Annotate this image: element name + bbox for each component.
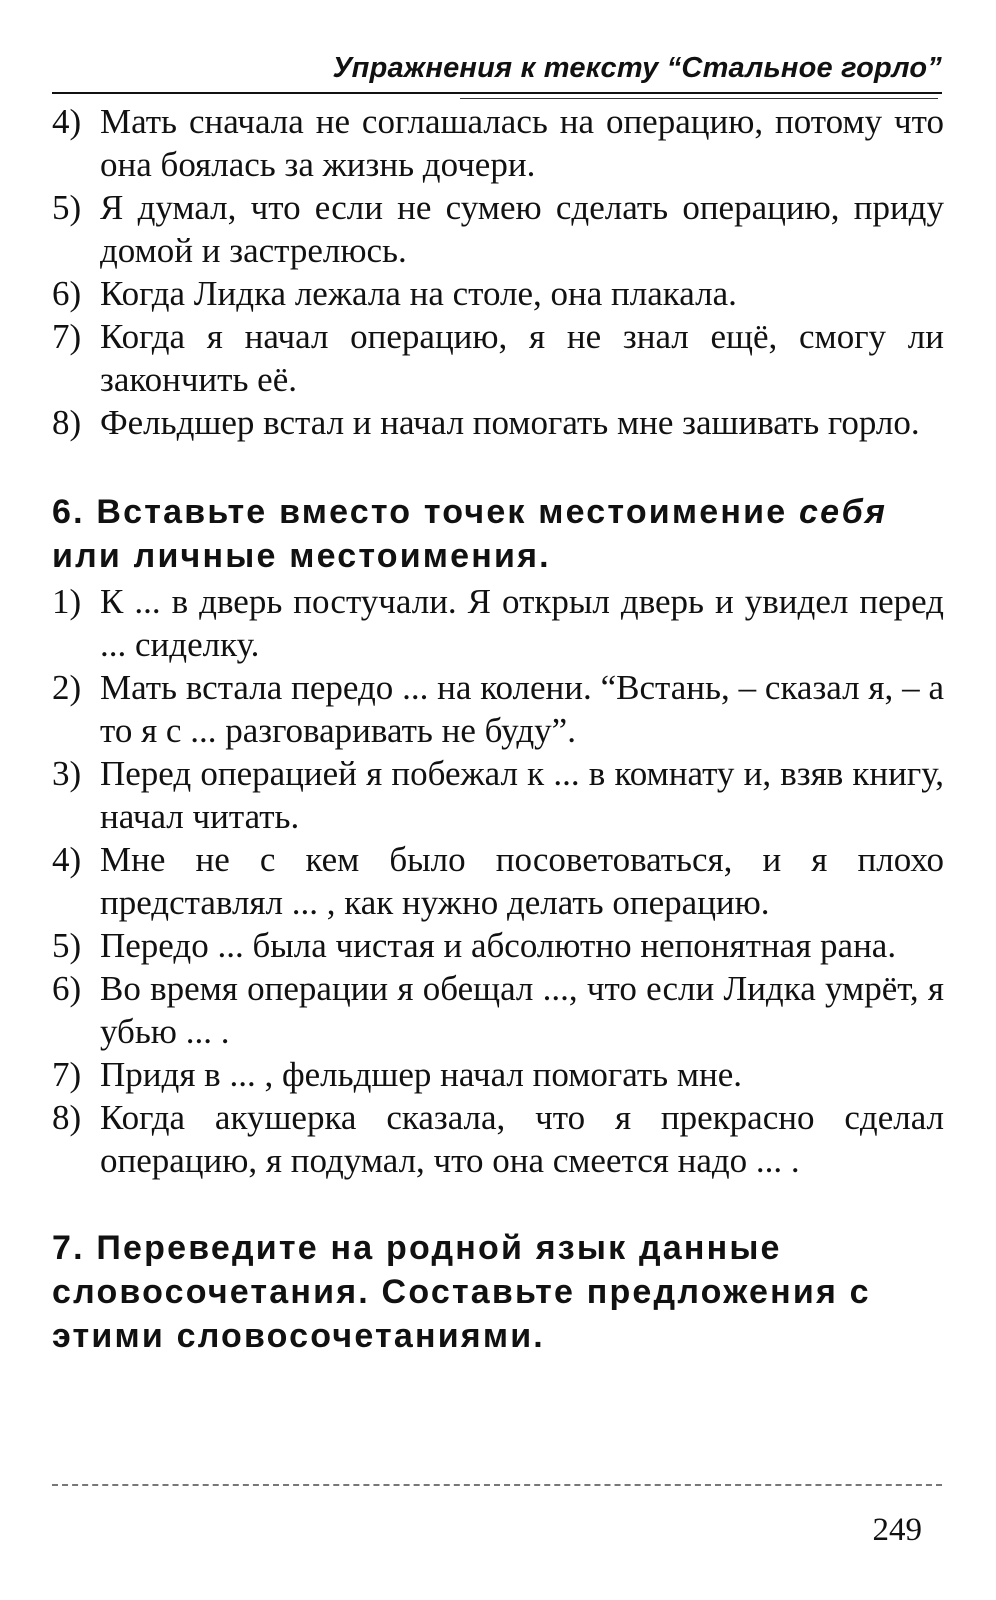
item-number: 3) <box>52 754 82 793</box>
running-title: Упражнения к тексту “Стальное горло” <box>332 52 942 84</box>
page-number: 249 <box>872 1512 922 1548</box>
task-6-number: 6. <box>52 493 85 531</box>
item-number: 6) <box>52 969 82 1008</box>
item-text: Когда акушерка сказала, что я прекрасно сделал операцию, я подумал, что она смеется надо ... . <box>100 1098 944 1180</box>
task-7-heading-text: Переведите на родной язык данные словосочетания. Составьте предложения с этими словосочетаниями. <box>52 1229 871 1355</box>
item-text: Придя в ... , фельдшер начал помогать мне. <box>100 1055 743 1094</box>
list-item <box>52 186 944 272</box>
task-7-heading <box>52 1226 944 1358</box>
item-number: 6) <box>52 274 82 313</box>
item-number: 8) <box>52 403 82 442</box>
list-item <box>52 666 944 752</box>
header-rule <box>52 92 942 94</box>
list-item <box>52 838 944 924</box>
page-body <box>52 100 944 1358</box>
item-number: 4) <box>52 102 82 141</box>
item-text: Мать сначала не соглашалась на операцию, потому что она боялась за жизнь дочери. <box>100 102 944 184</box>
list-item <box>52 752 944 838</box>
item-number: 7) <box>52 317 82 356</box>
list-item <box>52 401 944 444</box>
item-text: Когда я начал операцию, я не знал ещё, смогу ли закончить её. <box>100 317 944 399</box>
item-number: 5) <box>52 926 82 965</box>
task-7-number: 7. <box>52 1229 85 1267</box>
item-text: К ... в дверь постучали. Я открыл дверь и увидел перед ... сиделку. <box>100 582 944 664</box>
list-item <box>52 580 944 666</box>
item-number: 4) <box>52 840 82 879</box>
task-6-heading-text-end: или личные местоимения. <box>52 537 551 575</box>
item-text: Фельдшер встал и начал помогать мне зашивать горло. <box>100 403 920 442</box>
header-rule-secondary <box>460 98 938 99</box>
list-item <box>52 1053 944 1096</box>
task-6-heading-text: Вставьте вместо точек местоимение <box>96 493 788 531</box>
item-text: Во время операции я обещал ..., что если Лидка умрёт, я убью ... . <box>100 969 944 1051</box>
list-item <box>52 1096 944 1182</box>
footer-rule <box>52 1484 942 1486</box>
list-item <box>52 967 944 1053</box>
item-number: 5) <box>52 188 82 227</box>
task-6-heading <box>52 490 944 578</box>
list-item <box>52 315 944 401</box>
list-item <box>52 272 944 315</box>
item-text: Передо ... была чистая и абсолютно непонятная рана. <box>100 926 897 965</box>
task-6-item-list <box>52 580 944 1182</box>
item-text: Мне не с кем было посоветоваться, и я плохо представлял ... , как нужно делать операцию. <box>100 840 944 922</box>
item-text: Я думал, что если не сумею сделать операцию, приду домой и застрелюсь. <box>100 188 944 270</box>
item-number: 1) <box>52 582 82 621</box>
task-6-heading-italic: себя <box>798 493 888 531</box>
list-item <box>52 100 944 186</box>
list-item <box>52 924 944 967</box>
item-number: 7) <box>52 1055 82 1094</box>
item-text: Когда Лидка лежала на столе, она плакала. <box>100 274 737 313</box>
item-number: 2) <box>52 668 82 707</box>
item-number: 8) <box>52 1098 82 1137</box>
item-text: Мать встала передо ... на колени. “Встань, – сказал я, – а то я с ... разговаривать не буду”. <box>100 668 944 750</box>
item-text: Перед операцией я побежал к ... в комнату и, взяв книгу, начал читать. <box>100 754 944 836</box>
top-item-list <box>52 100 944 444</box>
